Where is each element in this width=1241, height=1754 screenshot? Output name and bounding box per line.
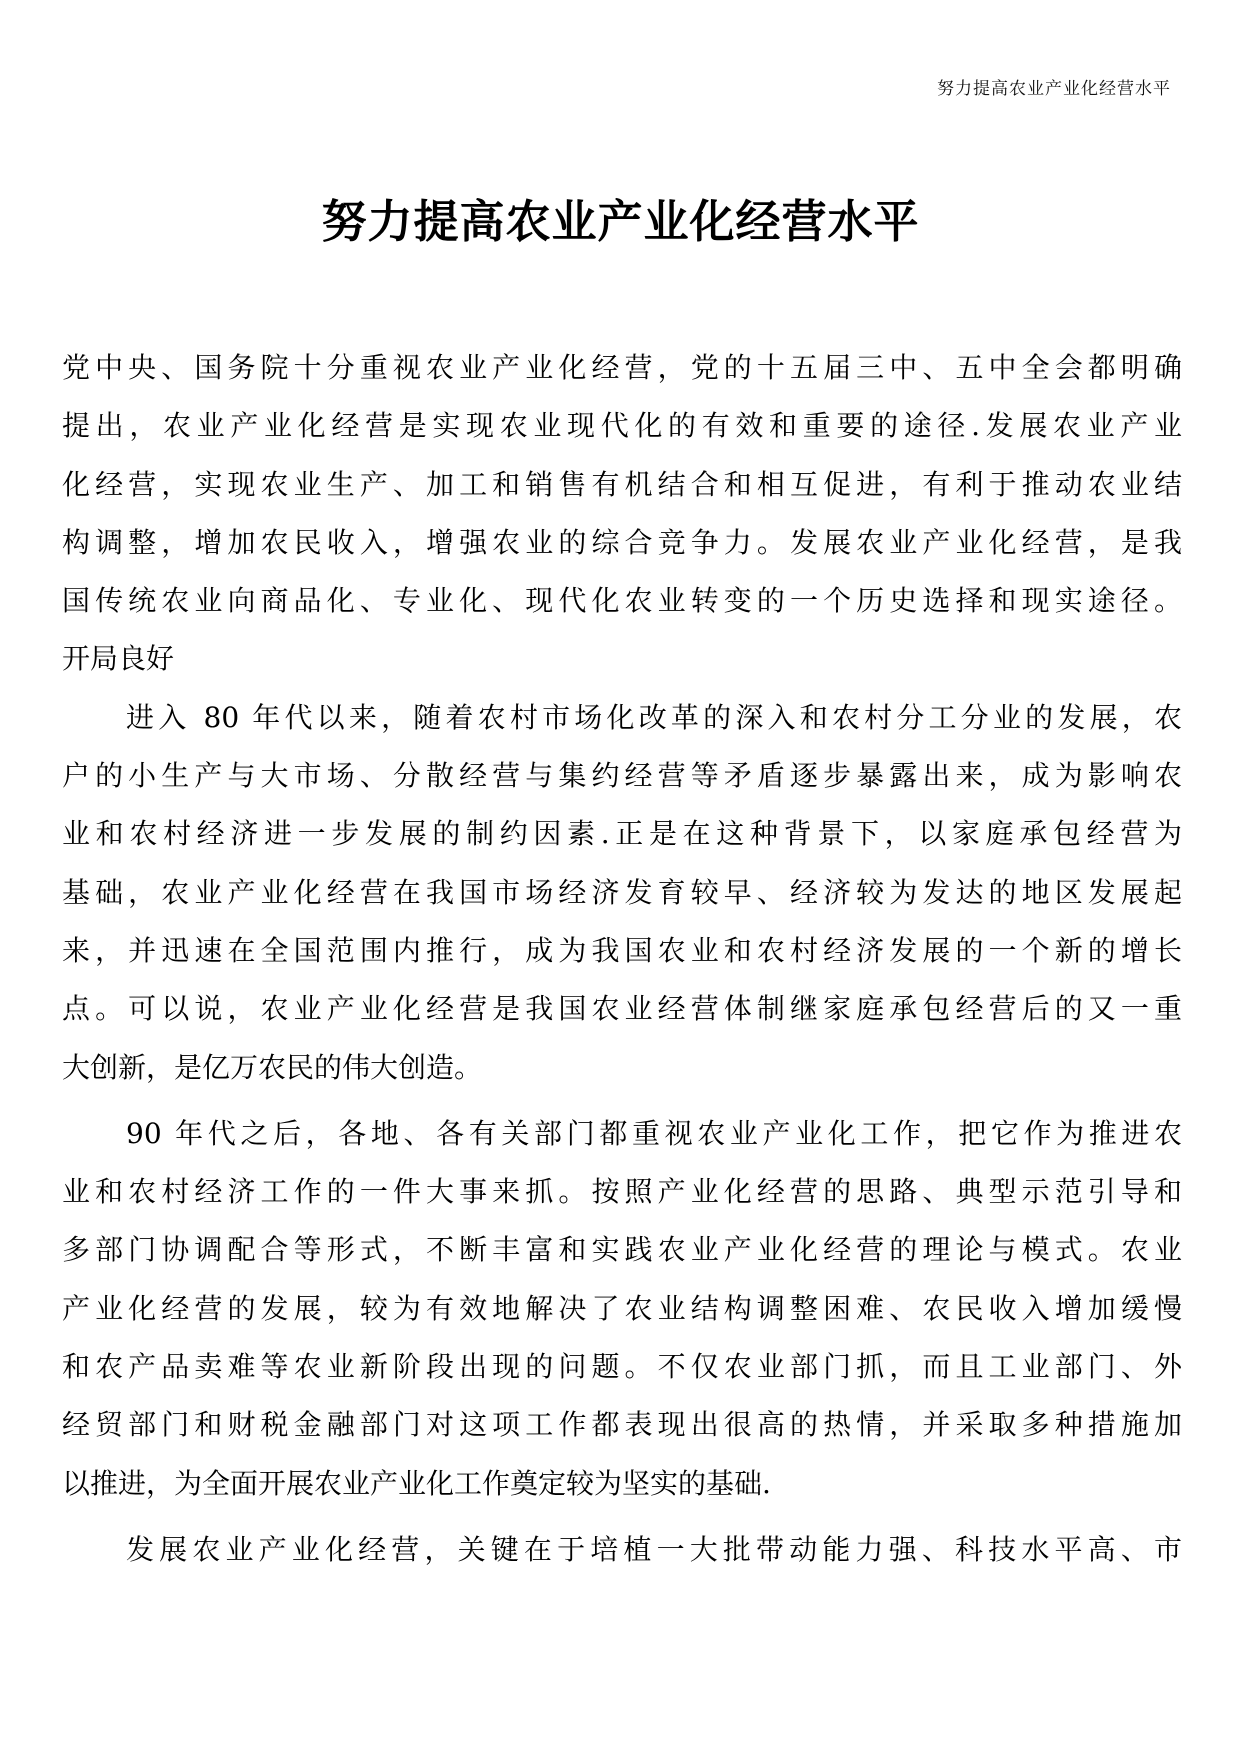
section-heading-text: 开局良好 bbox=[62, 642, 175, 676]
paragraph-intro bbox=[62, 339, 1182, 630]
section-heading bbox=[62, 630, 1182, 688]
text-line: 点。可以说，农业产业化经营是我国农业经营体制继家庭承包经营后的又一重 bbox=[62, 992, 1182, 1026]
paragraph-gap bbox=[62, 1513, 1182, 1521]
text-line: 国传统农业向商品化、专业化、现代化农业转变的一个历史选择和现实途径。 bbox=[62, 584, 1182, 618]
text-line: 户的小生产与大市场、分散经营与集约经营等矛盾逐步暴露出来，成为影响农 bbox=[62, 759, 1182, 793]
paragraph-80s bbox=[62, 689, 1182, 1097]
document-title: 努力提高农业产业化经营水平 bbox=[321, 195, 920, 248]
text-line: 进入 80 年代以来，随着农村市场化改革的深入和农村分工分业的发展，农 bbox=[126, 700, 1182, 734]
text-line: 业和农村经济进一步发展的制约因素.正是在这种背景下，以家庭承包经营为 bbox=[62, 817, 1182, 851]
text-line: 提出，农业产业化经营是实现农业现代化的有效和重要的途径.发展农业产业 bbox=[62, 409, 1182, 443]
paragraph-development bbox=[62, 1521, 1182, 1579]
text-line: 经贸部门和财税金融部门对这项工作都表现出很高的热情，并采取多种措施加 bbox=[62, 1408, 1182, 1442]
running-header: 努力提高农业产业化经营水平 bbox=[937, 79, 1171, 99]
text-line: 构调整，增加农民收入，增强农业的综合竞争力。发展农业产业化经营，是我 bbox=[62, 525, 1182, 559]
document-body bbox=[62, 339, 1182, 1579]
text-line: 以推进，为全面开展农业产业化工作奠定较为坚实的基础. bbox=[62, 1466, 771, 1500]
text-line: 和农产品卖难等农业新阶段出现的问题。不仅农业部门抓，而且工业部门、外 bbox=[62, 1350, 1182, 1384]
text-line: 党中央、国务院十分重视农业产业化经营，党的十五届三中、五中全会都明确 bbox=[62, 351, 1182, 384]
text-line: 来，并迅速在全国范围内推行，成为我国农业和农村经济发展的一个新的增长 bbox=[62, 933, 1182, 967]
text-line: 发展农业产业化经营，关键在于培植一大批带动能力强、科技水平高、市 bbox=[126, 1532, 1182, 1566]
text-line: 业和农村经济工作的一件大事来抓。按照产业化经营的思路、典型示范引导和 bbox=[62, 1175, 1182, 1209]
text-line: 大创新，是亿万农民的伟大创造。 bbox=[62, 1050, 483, 1084]
paragraph-gap bbox=[62, 1097, 1182, 1105]
text-line: 90 年代之后，各地、各有关部门都重视农业产业化工作，把它作为推进农 bbox=[126, 1116, 1182, 1150]
text-line: 基础，农业产业化经营在我国市场经济发育较早、经济较为发达的地区发展起 bbox=[62, 875, 1182, 909]
text-line: 多部门协调配合等形式，不断丰富和实践农业产业化经营的理论与模式。农业 bbox=[62, 1233, 1182, 1267]
text-line: 产业化经营的发展，较为有效地解决了农业结构调整困难、农民收入增加缓慢 bbox=[62, 1291, 1182, 1325]
paragraph-90s bbox=[62, 1105, 1182, 1513]
text-line: 化经营，实现农业生产、加工和销售有机结合和相互促进，有利于推动农业结 bbox=[62, 467, 1182, 501]
